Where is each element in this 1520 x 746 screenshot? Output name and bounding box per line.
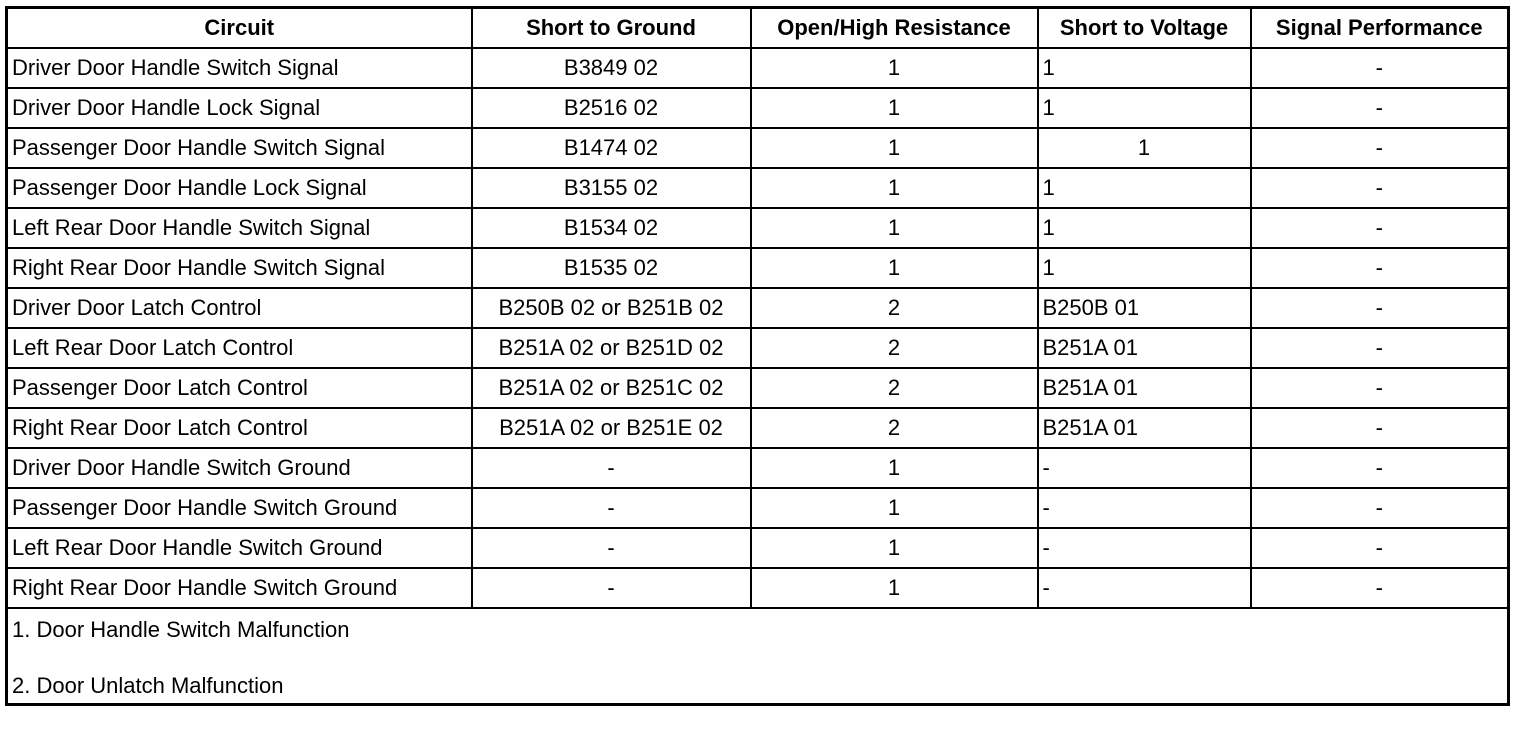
table-row — [7, 368, 1509, 408]
footnote-1: 1. Door Handle Switch Malfunction — [12, 617, 350, 642]
cell-open-high-resistance: 1 — [751, 128, 1038, 168]
header-open-high-resistance: Open/High Resistance — [751, 8, 1038, 49]
cell-circuit: Right Rear Door Latch Control — [7, 408, 472, 448]
cell-short-to-ground: B3155 02 — [472, 168, 751, 208]
cell-short-to-ground: B1534 02 — [472, 208, 751, 248]
table-row — [7, 288, 1509, 328]
cell-short-to-voltage: B251A 01 — [1038, 328, 1251, 368]
circuit-dtc-table — [5, 6, 1510, 706]
cell-short-to-voltage: 1 — [1038, 48, 1251, 88]
header-short-to-ground: Short to Ground — [472, 8, 751, 49]
cell-signal-performance: - — [1251, 568, 1509, 608]
cell-open-high-resistance: 1 — [751, 88, 1038, 128]
cell-open-high-resistance: 1 — [751, 448, 1038, 488]
cell-short-to-voltage: - — [1038, 528, 1251, 568]
cell-circuit: Passenger Door Handle Lock Signal — [7, 168, 472, 208]
header-row — [7, 8, 1509, 49]
cell-signal-performance: - — [1251, 128, 1509, 168]
cell-open-high-resistance: 2 — [751, 288, 1038, 328]
cell-circuit: Driver Door Latch Control — [7, 288, 472, 328]
cell-open-high-resistance: 2 — [751, 328, 1038, 368]
cell-signal-performance: - — [1251, 248, 1509, 288]
cell-short-to-voltage: 1 — [1038, 88, 1251, 128]
cell-circuit: Passenger Door Handle Switch Ground — [7, 488, 472, 528]
table-row — [7, 528, 1509, 568]
cell-open-high-resistance: 1 — [751, 568, 1038, 608]
table-row — [7, 48, 1509, 88]
cell-short-to-voltage: B251A 01 — [1038, 408, 1251, 448]
cell-circuit: Driver Door Handle Lock Signal — [7, 88, 472, 128]
cell-open-high-resistance: 1 — [751, 48, 1038, 88]
table-row — [7, 448, 1509, 488]
cell-circuit: Left Rear Door Handle Switch Signal — [7, 208, 472, 248]
cell-short-to-ground: B251A 02 or B251D 02 — [472, 328, 751, 368]
footnote-2: 2. Door Unlatch Malfunction — [12, 673, 284, 698]
cell-short-to-ground: B2516 02 — [472, 88, 751, 128]
cell-open-high-resistance: 2 — [751, 368, 1038, 408]
cell-short-to-ground: B250B 02 or B251B 02 — [472, 288, 751, 328]
table-row — [7, 168, 1509, 208]
cell-short-to-ground: B3849 02 — [472, 48, 751, 88]
header-short-to-voltage: Short to Voltage — [1038, 8, 1251, 49]
cell-open-high-resistance: 1 — [751, 488, 1038, 528]
header-circuit: Circuit — [7, 8, 472, 49]
cell-short-to-ground: - — [472, 568, 751, 608]
cell-signal-performance: - — [1251, 488, 1509, 528]
dtc-table-container — [5, 6, 1507, 740]
cell-short-to-ground: B1535 02 — [472, 248, 751, 288]
cell-signal-performance: - — [1251, 368, 1509, 408]
table-row — [7, 488, 1509, 528]
cell-short-to-ground: B251A 02 or B251C 02 — [472, 368, 751, 408]
cell-short-to-voltage: - — [1038, 448, 1251, 488]
cell-short-to-voltage: B250B 01 — [1038, 288, 1251, 328]
cell-circuit: Left Rear Door Handle Switch Ground — [7, 528, 472, 568]
cell-short-to-ground: - — [472, 448, 751, 488]
cell-circuit: Left Rear Door Latch Control — [7, 328, 472, 368]
table-row — [7, 208, 1509, 248]
header-signal-performance: Signal Performance — [1251, 8, 1509, 49]
cell-circuit: Right Rear Door Handle Switch Signal — [7, 248, 472, 288]
cell-signal-performance: - — [1251, 208, 1509, 248]
cell-short-to-voltage: 1 — [1038, 168, 1251, 208]
cell-signal-performance: - — [1251, 48, 1509, 88]
cell-short-to-ground: B1474 02 — [472, 128, 751, 168]
notes-cell — [7, 608, 1509, 705]
cell-short-to-ground: B251A 02 or B251E 02 — [472, 408, 751, 448]
cell-circuit: Passenger Door Latch Control — [7, 368, 472, 408]
cell-short-to-voltage: - — [1038, 568, 1251, 608]
cell-circuit: Right Rear Door Handle Switch Ground — [7, 568, 472, 608]
cell-circuit: Driver Door Handle Switch Signal — [7, 48, 472, 88]
cell-circuit: Passenger Door Handle Switch Signal — [7, 128, 472, 168]
cell-signal-performance: - — [1251, 528, 1509, 568]
table-row — [7, 248, 1509, 288]
cell-short-to-voltage: 1 — [1038, 128, 1251, 168]
cell-signal-performance: - — [1251, 88, 1509, 128]
cell-open-high-resistance: 1 — [751, 528, 1038, 568]
table-row — [7, 568, 1509, 608]
cell-open-high-resistance: 1 — [751, 248, 1038, 288]
cell-short-to-voltage: B251A 01 — [1038, 368, 1251, 408]
cell-open-high-resistance: 2 — [751, 408, 1038, 448]
cell-signal-performance: - — [1251, 408, 1509, 448]
cell-signal-performance: - — [1251, 288, 1509, 328]
table-row — [7, 328, 1509, 368]
notes-row — [7, 608, 1509, 705]
cell-signal-performance: - — [1251, 168, 1509, 208]
cell-short-to-ground: - — [472, 488, 751, 528]
cell-circuit: Driver Door Handle Switch Ground — [7, 448, 472, 488]
table-row — [7, 88, 1509, 128]
cell-short-to-voltage: 1 — [1038, 208, 1251, 248]
table-row — [7, 408, 1509, 448]
cell-short-to-voltage: 1 — [1038, 248, 1251, 288]
cell-signal-performance: - — [1251, 328, 1509, 368]
table-row — [7, 128, 1509, 168]
cell-signal-performance: - — [1251, 448, 1509, 488]
cell-open-high-resistance: 1 — [751, 208, 1038, 248]
cell-short-to-voltage: - — [1038, 488, 1251, 528]
cell-open-high-resistance: 1 — [751, 168, 1038, 208]
cell-short-to-ground: - — [472, 528, 751, 568]
